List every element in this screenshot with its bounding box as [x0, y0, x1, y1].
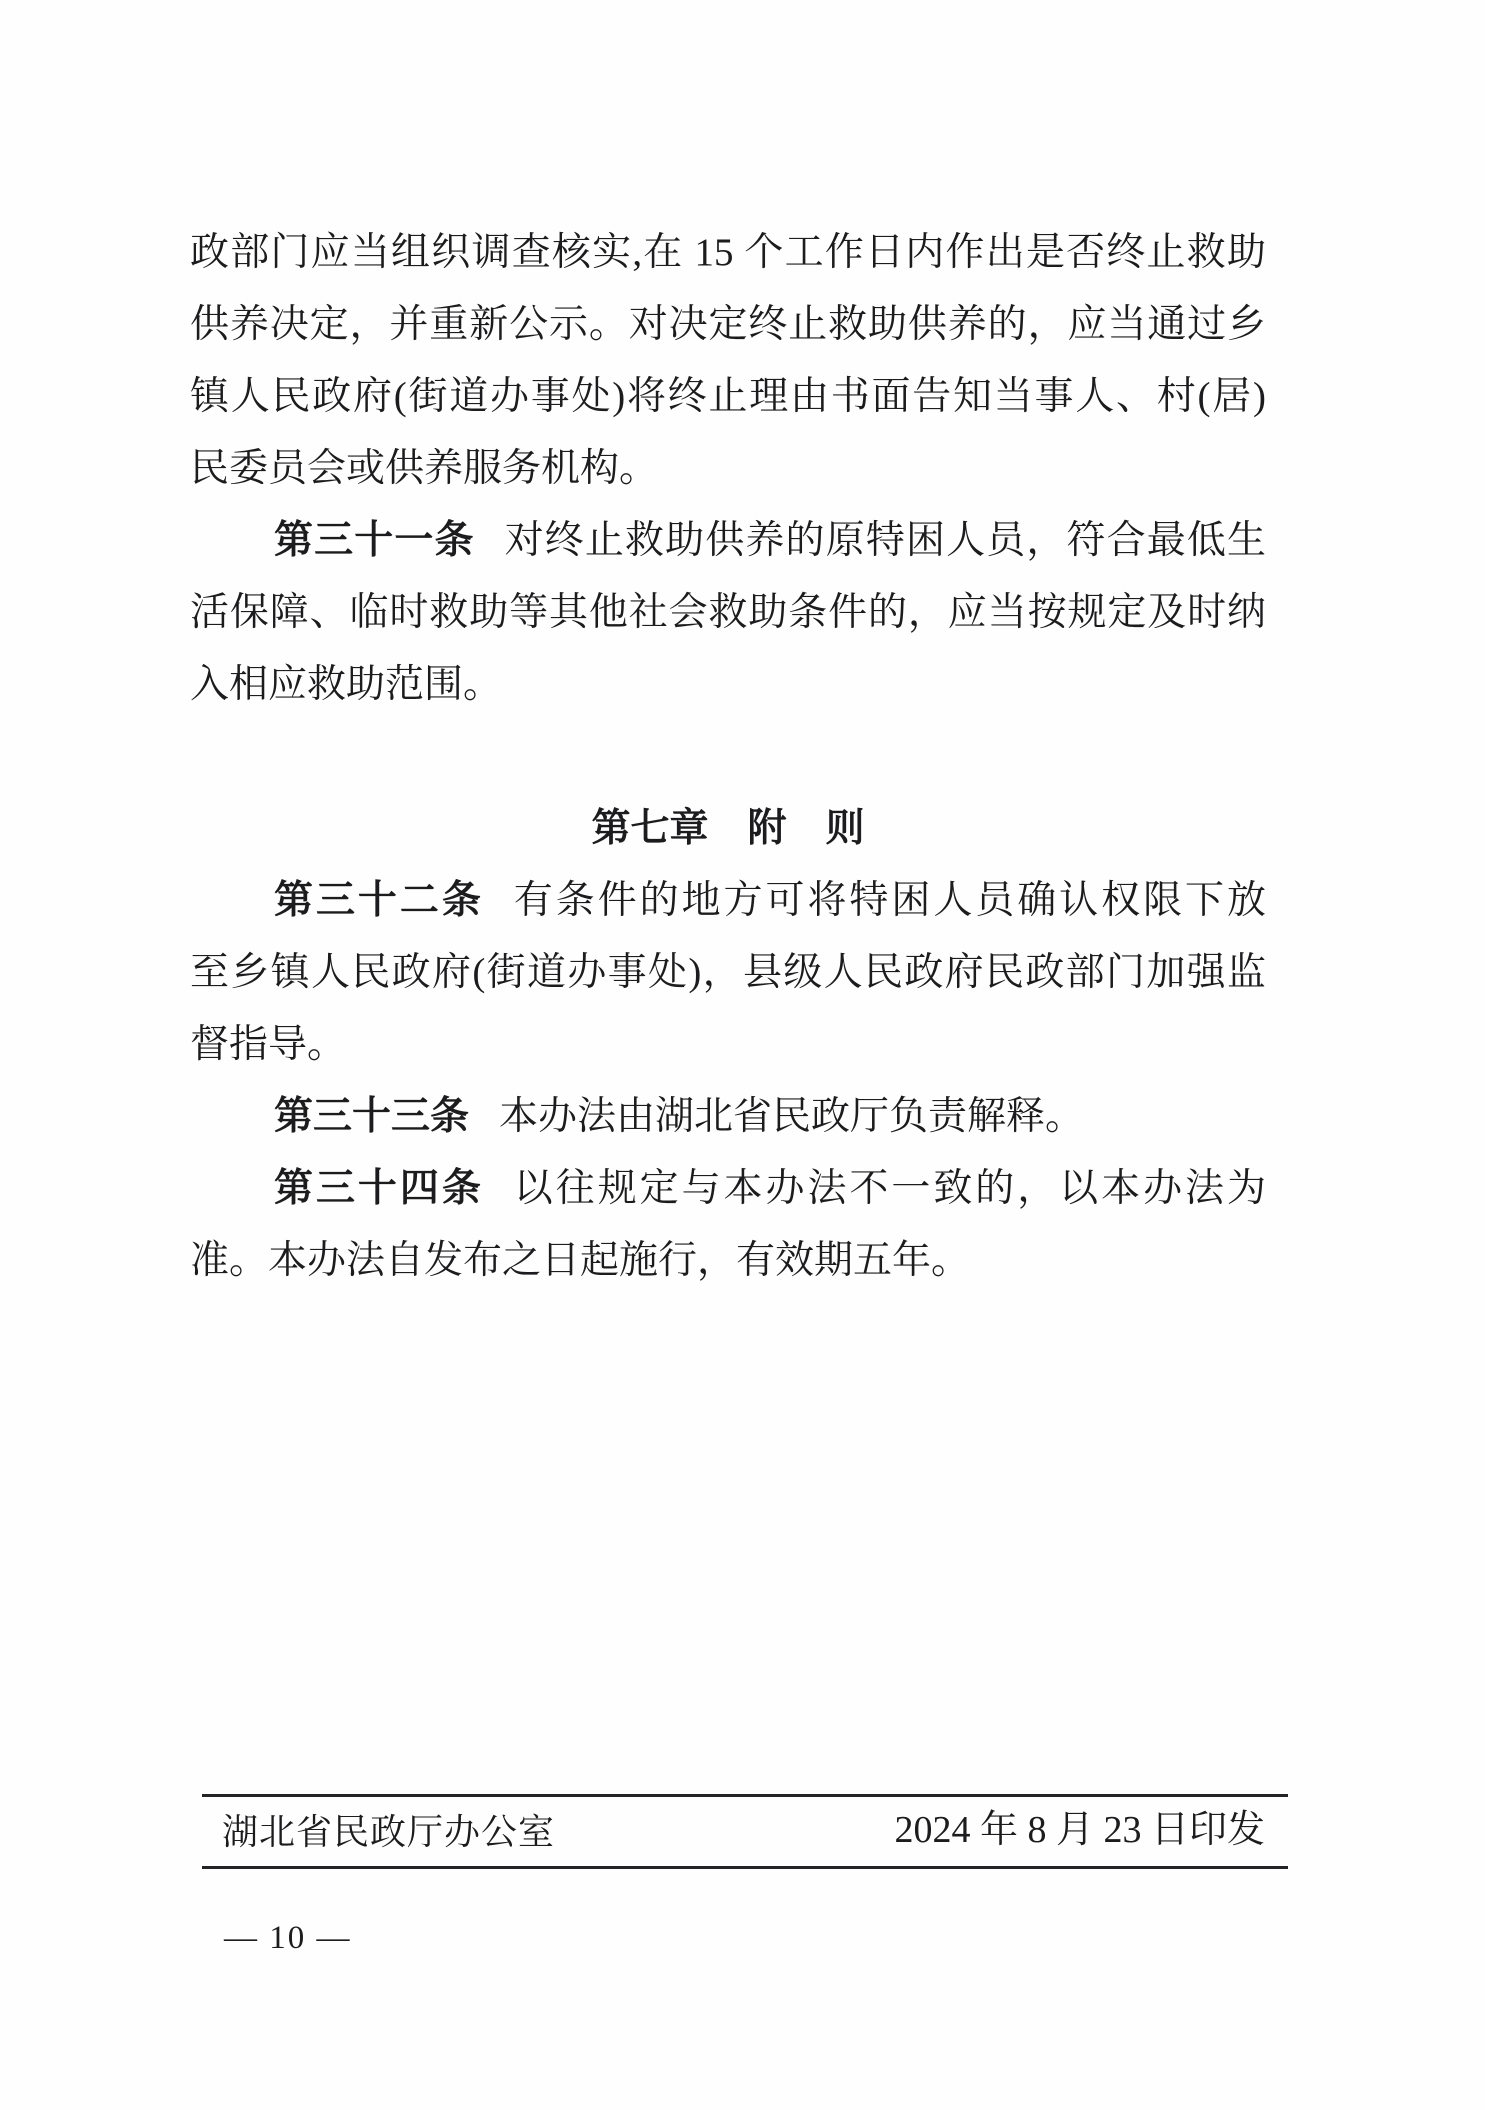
article-number-label: 第三十二条 — [274, 879, 484, 922]
body-line: 准。本办法自发布之日起施行，有效期五年。 — [190, 1239, 971, 1282]
body-line: 供养决定，并重新公示。对决定终止救助供养的，应当通过乡 — [190, 303, 1266, 346]
body-line: 至乡镇人民政府(街道办事处)，县级人民政府民政部门加强监 — [190, 951, 1266, 994]
footer-rule-bottom — [202, 1866, 1288, 1869]
footer-issuer: 湖北省民政厅办公室 — [222, 1812, 556, 1852]
body-line-article-33 — [190, 1081, 1266, 1153]
article-number-label: 第三十三条 — [274, 1095, 470, 1138]
blank-line — [190, 721, 1266, 793]
article-number-label: 第三十四条 — [274, 1167, 484, 1210]
page-number: — 10 — — [224, 1920, 352, 1956]
article-text: 对终止救助供养的原特困人员，符合最低生 — [504, 519, 1266, 562]
article-text: 有条件的地方可将特困人员确认权限下放 — [513, 879, 1266, 922]
body-line: 督指导。 — [190, 1023, 347, 1066]
body-line: 活保障、临时救助等其他社会救助条件的，应当按规定及时纳 — [190, 591, 1266, 634]
body-line-article-32 — [190, 865, 1266, 937]
footer-rule-top — [202, 1794, 1288, 1797]
body-line: 入相应救助范围。 — [190, 663, 503, 706]
document-body — [190, 217, 1266, 1297]
article-text: 以往规定与本办法不一致的，以本办法为 — [513, 1167, 1266, 1210]
body-line: 政部门应当组织调查核实,在 15 个工作日内作出是否终止救助 — [190, 231, 1266, 274]
footer-print-date: 2024 年 8 月 23 日印发 — [894, 1809, 1265, 1851]
article-number-label: 第三十一条 — [274, 519, 475, 562]
body-line: 民委员会或供养服务机构。 — [190, 447, 659, 490]
chapter-heading: 第七章 附 则 — [591, 807, 865, 850]
body-line: 镇人民政府(街道办事处)将终止理由书面告知当事人、村(居) — [190, 375, 1266, 418]
body-line-article-34 — [190, 1153, 1266, 1225]
body-line-article-31 — [190, 505, 1266, 577]
article-text: 本办法由湖北省民政厅负责解释。 — [499, 1095, 1085, 1138]
